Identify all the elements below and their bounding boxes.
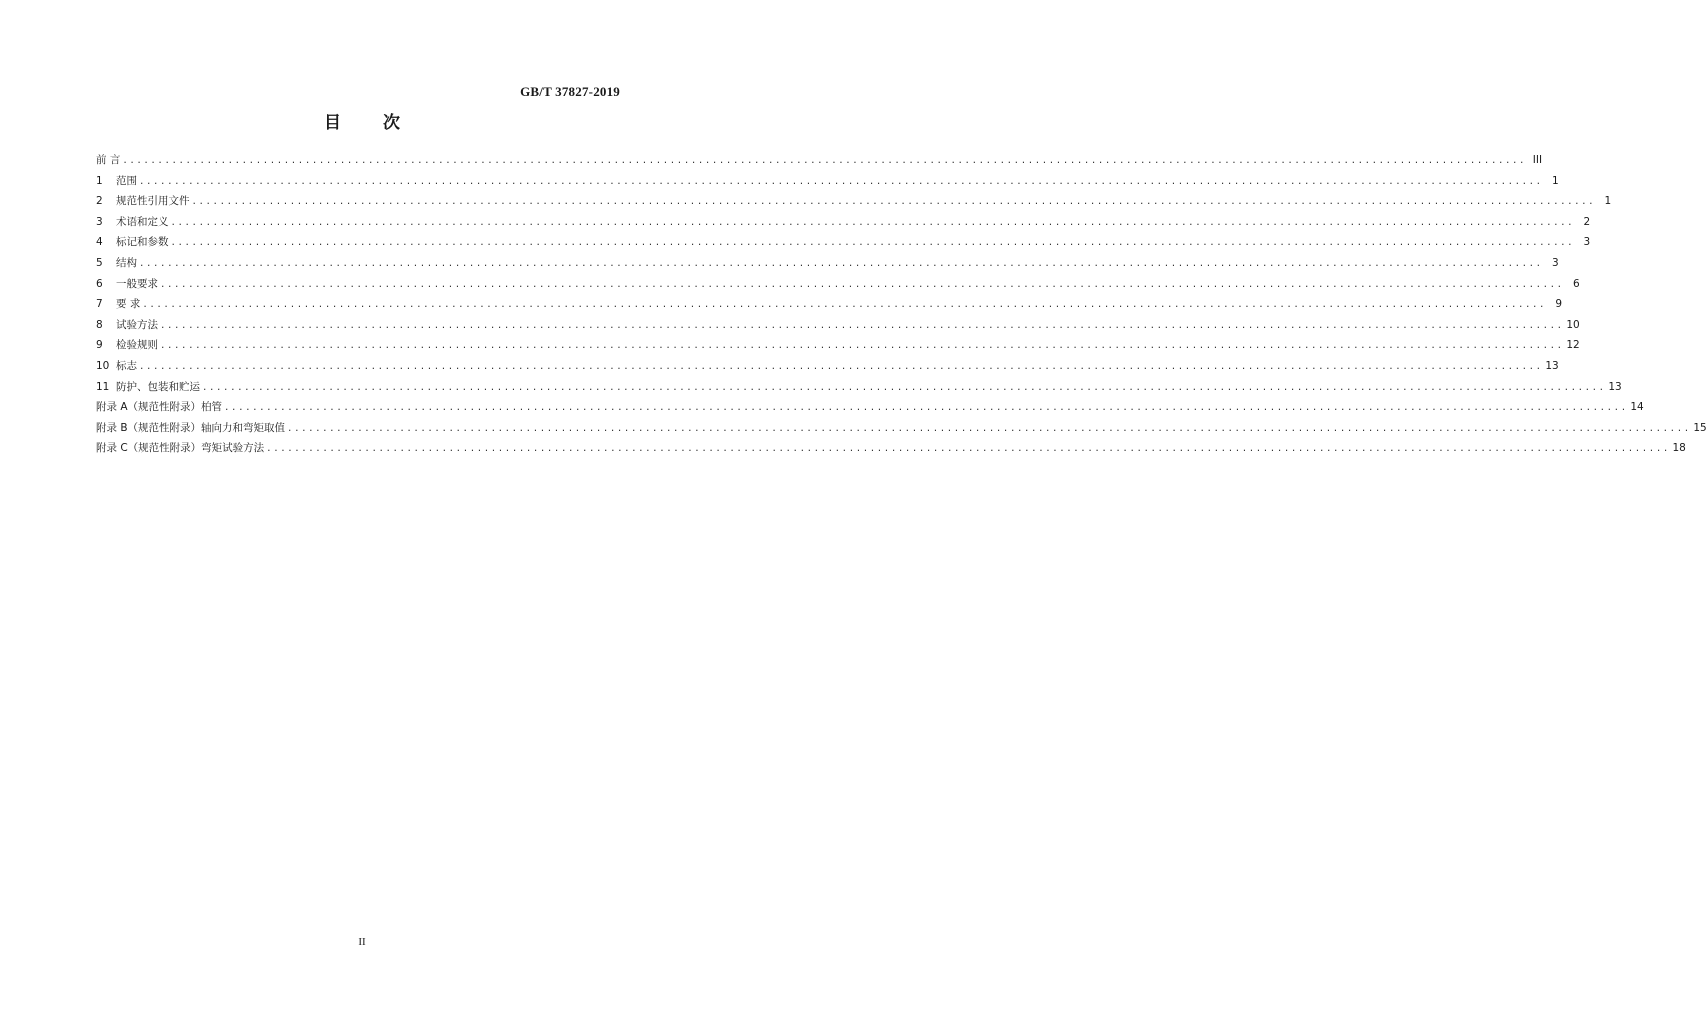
standard-code: GB/T 37827-2019 (520, 84, 620, 99)
toc-entry-page: 14 (1630, 401, 1644, 414)
toc-entry-page: 18 (1672, 442, 1686, 455)
toc-entry-number: 3 (96, 215, 103, 228)
toc-entry-label: 试验方法 (116, 318, 158, 331)
toc-dot-leader: ........................................................................................................................................................................................................ (122, 156, 1527, 166)
toc-entry-page: 1 (1604, 195, 1612, 208)
toc-entry-page: 10 (1566, 318, 1580, 331)
toc-dot-leader: ........................................................................................................................................................................................................ (139, 176, 1543, 187)
toc-entry-label: 标记和参数 (116, 236, 169, 249)
toc-entry[interactable] (96, 274, 1580, 295)
toc-dot-leader: ........................................................................................................................................................................................................ (142, 300, 1547, 311)
toc-dot-leader: ........................................................................................................................................................................................................ (139, 258, 1543, 269)
toc-entry-number: 1 (96, 174, 103, 187)
toc-entry-label: 附录 B（规范性附录）轴向力和弯矩取值 (96, 421, 286, 434)
toc-entry-label: 标志 (116, 359, 137, 372)
toc-entry-number: 10 (96, 359, 110, 372)
toc-entry-label: 一般要求 (116, 277, 158, 290)
toc-entry[interactable] (96, 315, 1580, 336)
toc-entry[interactable] (96, 150, 1543, 171)
toc-entry-page: 2 (1583, 215, 1591, 228)
page-number: II (358, 936, 366, 948)
toc-dot-leader: ........................................................................................................................................................................................................ (139, 361, 1543, 372)
toc-entry[interactable] (96, 377, 1622, 398)
toc-entry-page: 9 (1555, 298, 1563, 311)
toc-dot-leader: ........................................................................................................................................................................................................ (191, 197, 1596, 208)
toc-dot-leader: ........................................................................................................................................................................................................ (202, 382, 1606, 393)
toc-dot-leader: ........................................................................................................................................................................................................ (170, 238, 1575, 249)
toc-entry-page: 13 (1608, 380, 1622, 393)
toc-dot-leader: ........................................................................................................................................................................................................ (170, 217, 1575, 228)
toc-list (96, 150, 1707, 459)
toc-entry-number: 2 (96, 195, 103, 208)
toc-entry-page: 3 (1552, 256, 1559, 269)
toc-entry[interactable] (96, 438, 1686, 459)
toc-dot-leader: ........................................................................................................................................................................................................ (224, 403, 1628, 414)
toc-dot-leader: ........................................................................................................................................................................................................ (287, 423, 1691, 434)
toc-entry-label: 附录 C（规范性附录）弯矩试验方法 (96, 442, 265, 455)
toc-entry-page: 1 (1552, 174, 1559, 187)
toc-entry[interactable] (96, 191, 1612, 212)
toc-dot-leader: ........................................................................................................................................................................................................ (266, 444, 1670, 455)
toc-entry-label: 防护、包装和贮运 (116, 380, 200, 393)
toc-entry[interactable] (96, 253, 1559, 274)
toc-entry-number: 7 (96, 298, 103, 311)
toc-entry-label: 附录 A（规范性附录）柏管 (96, 401, 223, 414)
toc-entry-label: 前 言 (96, 154, 121, 166)
toc-entry-label: 范围 (116, 174, 137, 187)
toc-entry-label: 结构 (116, 256, 137, 269)
toc-entry-page: 6 (1573, 277, 1580, 290)
toc-entry[interactable] (96, 397, 1644, 418)
toc-dot-leader: ........................................................................................................................................................................................................ (160, 320, 1564, 331)
toc-entry[interactable] (96, 418, 1707, 439)
toc-entry[interactable] (96, 356, 1559, 377)
toc-entry-number: 9 (96, 339, 103, 352)
toc-entry-label: 规范性引用文件 (116, 195, 190, 208)
toc-entry-number: 8 (96, 318, 103, 331)
toc-title: 目 次 (324, 113, 418, 133)
toc-entry-page: 15 (1693, 421, 1707, 434)
toc-entry-label: 要 求 (116, 298, 141, 311)
toc-entry[interactable] (96, 212, 1591, 233)
toc-entry-number: 4 (96, 236, 103, 249)
toc-dot-leader: ........................................................................................................................................................................................................ (160, 341, 1564, 352)
toc-entry-number: 5 (96, 256, 103, 269)
toc-entry-page: 13 (1545, 359, 1559, 372)
toc-entry-label: 检验规则 (116, 339, 158, 352)
toc-entry[interactable] (96, 335, 1580, 356)
toc-entry-number: 6 (96, 277, 103, 290)
toc-dot-leader: ........................................................................................................................................................................................................ (160, 279, 1564, 290)
toc-entry-page: III (1532, 154, 1543, 166)
toc-entry[interactable] (96, 171, 1559, 192)
toc-entry[interactable] (96, 294, 1563, 315)
toc-entry[interactable] (96, 232, 1591, 253)
toc-entry-page: 3 (1583, 236, 1591, 249)
toc-entry-number: 11 (96, 380, 110, 393)
toc-entry-page: 12 (1566, 339, 1580, 352)
toc-entry-label: 术语和定义 (116, 215, 169, 228)
